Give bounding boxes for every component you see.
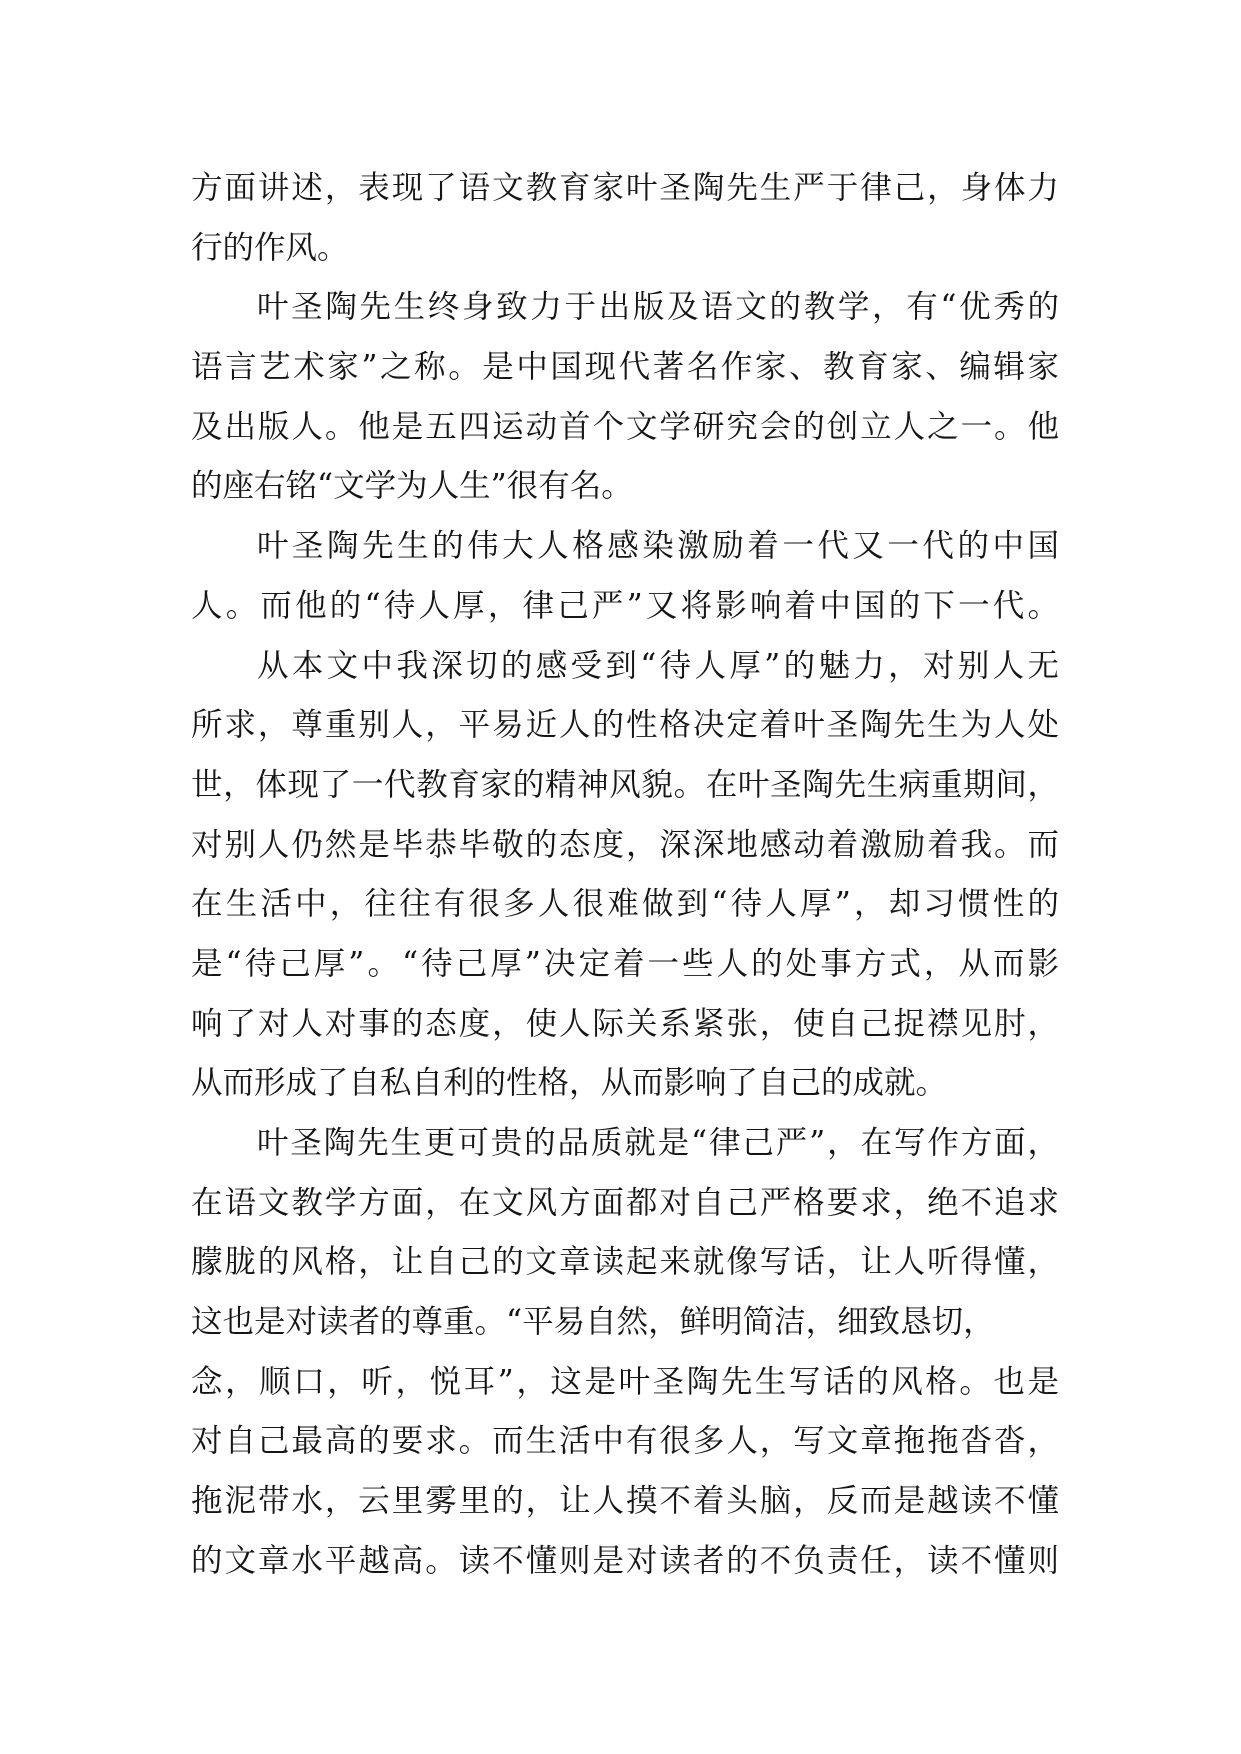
text-line: 世，体现了一代教育家的精神风貌。在叶圣陶先生病重期间， [191,766,1059,803]
text-line: 对自己最高的要求。而生活中有很多人，写文章拖拖沓沓， [191,1423,1059,1460]
text-line: 行的作风。 [191,229,349,266]
text-line: 的文章水平越高。读不懂则是对读者的不负责任，读不懂则 [191,1542,1059,1579]
text-line: 从本文中我深切的感受到“待人厚”的魅力，对别人无 [257,647,1059,684]
text-line: 念，顺口，听，悦耳”，这是叶圣陶先生写话的风格。也是 [191,1363,1059,1400]
text-line: 在生活中，往往有很多人很难做到“待人厚”，却习惯性的 [191,886,1059,923]
paragraph [191,159,1059,278]
text-line: 人。而他的“待人厚，律己严”又将影响着中国的下一代。 [191,587,1059,624]
text-line: 对别人仍然是毕恭毕敬的态度，深深地感动着激励着我。而 [191,826,1059,863]
text-line: 叶圣陶先生的伟大人格感染激励着一代又一代的中国 [257,528,1059,565]
paragraph [191,1114,1059,1592]
text-line: 从而形成了自私自利的性格，从而影响了自己的成就。 [191,1065,948,1102]
paragraph [191,637,1059,1115]
text-line: 的座右铭“文学为人生”很有名。 [191,468,633,505]
text-line: 及出版人。他是五四运动首个文学研究会的创立人之一。他 [191,408,1059,445]
document-body [191,159,1059,1592]
text-line: 拖泥带水，云里雾里的，让人摸不着头脑，反而是越读不懂 [191,1483,1059,1520]
text-line: 所求，尊重别人，平易近人的性格决定着叶圣陶先生为人处 [191,707,1059,744]
text-line: 语言艺术家”之称。是中国现代著名作家、教育家、编辑家 [191,349,1059,386]
text-line: 叶圣陶先生终身致力于出版及语文的教学，有“优秀的 [257,289,1059,326]
text-line: 叶圣陶先生更可贵的品质就是“律己严”，在写作方面， [257,1125,1059,1161]
text-line: 这也是对读者的尊重。“平易自然，鲜明简洁，细致恳切， [191,1304,995,1341]
paragraph [191,517,1059,636]
text-line: 朦胧的风格，让自己的文章读起来就像写话，让人听得懂， [191,1244,1059,1281]
paragraph [191,278,1059,517]
text-line: 是“待己厚”。“待己厚”决定着一些人的处事方式，从而影 [191,945,1059,982]
text-line: 方面讲述，表现了语文教育家叶圣陶先生严于律己，身体力 [191,170,1059,206]
text-line: 在语文教学方面，在文风方面都对自己严格要求，绝不追求 [191,1184,1059,1221]
text-line: 响了对人对事的态度，使人际关系紧张，使自己捉襟见肘， [191,1005,1059,1042]
